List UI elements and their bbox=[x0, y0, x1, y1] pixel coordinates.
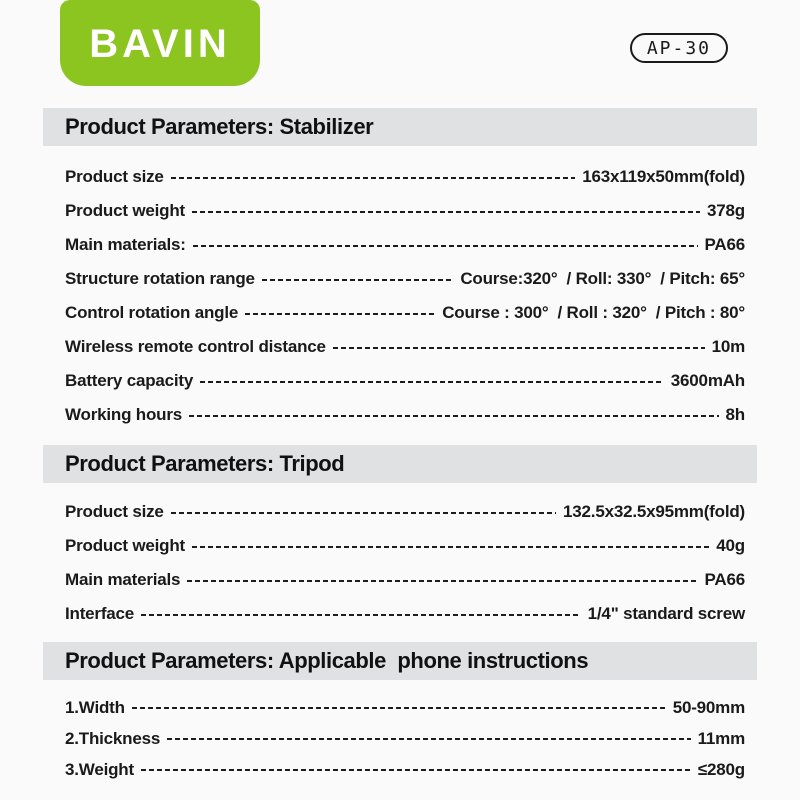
param-value: 50-90mm bbox=[672, 697, 745, 717]
dashed-leader-line bbox=[245, 313, 435, 315]
param-label: Product size bbox=[65, 502, 164, 521]
dashed-leader-line bbox=[189, 415, 719, 417]
dashed-leader-line bbox=[192, 546, 709, 548]
param-value: PA66 bbox=[704, 235, 745, 254]
dashed-leader-line bbox=[193, 245, 698, 247]
param-label: Product weight bbox=[65, 201, 185, 220]
dashed-leader-line bbox=[141, 614, 581, 616]
model-badge-text: AP-30 bbox=[646, 37, 711, 59]
param-row-battery-capacity bbox=[65, 364, 745, 398]
section-header-phone-instructions bbox=[43, 642, 757, 680]
param-value: Course:320° / Roll: 330° / Pitch: 65° bbox=[460, 269, 745, 288]
param-row-width bbox=[65, 692, 745, 723]
param-label: Main materials bbox=[65, 570, 181, 589]
dashed-leader-line bbox=[192, 211, 700, 213]
param-row-working-hours bbox=[65, 398, 745, 432]
param-value: 40g bbox=[716, 536, 745, 555]
section-header-stabilizer bbox=[43, 108, 757, 146]
param-row-interface bbox=[65, 597, 745, 631]
param-label: Product size bbox=[65, 167, 164, 186]
section-title: Product Parameters: Stabilizer bbox=[65, 114, 374, 139]
param-value: 1/4" standard screw bbox=[587, 604, 745, 623]
section-header-tripod bbox=[43, 445, 757, 483]
param-label: Working hours bbox=[65, 405, 183, 424]
param-row-weight bbox=[65, 754, 745, 785]
param-value: 132.5x32.5x95mm(fold) bbox=[563, 502, 745, 521]
param-row-main-materials bbox=[65, 563, 745, 597]
param-value: Course : 300° / Roll : 320° / Pitch : 80° bbox=[442, 303, 745, 322]
param-label: Control rotation angle bbox=[65, 303, 239, 322]
brand-logo bbox=[60, 0, 260, 86]
param-row-structure-rotation-range bbox=[65, 262, 745, 296]
param-value: 163x119x50mm(fold) bbox=[582, 167, 745, 186]
param-value: 3600mAh bbox=[670, 371, 745, 390]
param-row-thickness bbox=[65, 723, 745, 754]
param-label: 3.Weight bbox=[65, 759, 134, 779]
param-row-product-weight bbox=[65, 194, 745, 228]
param-value: 11mm bbox=[697, 728, 745, 748]
dashed-leader-line bbox=[262, 279, 454, 281]
dashed-leader-line bbox=[200, 381, 664, 383]
param-list-tripod bbox=[65, 495, 745, 631]
dashed-leader-line bbox=[171, 512, 556, 514]
param-row-wireless-distance bbox=[65, 330, 745, 364]
dashed-leader-line bbox=[187, 580, 697, 582]
param-label: Main materials: bbox=[65, 235, 186, 254]
param-value: 378g bbox=[707, 201, 745, 220]
brand-logo-text: BAVIN bbox=[89, 21, 231, 66]
param-label: 1.Width bbox=[65, 697, 125, 717]
param-list-stabilizer bbox=[65, 160, 745, 432]
param-label: Wireless remote control distance bbox=[65, 337, 326, 356]
section-title: Product Parameters: Tripod bbox=[65, 451, 345, 476]
param-row-control-rotation-angle bbox=[65, 296, 745, 330]
dashed-leader-line bbox=[141, 769, 691, 771]
section-title: Product Parameters: Applicable phone instructions bbox=[65, 648, 589, 673]
param-label: Structure rotation range bbox=[65, 269, 255, 288]
param-label: 2.Thickness bbox=[65, 728, 161, 748]
dashed-leader-line bbox=[171, 177, 576, 179]
param-label: Interface bbox=[65, 604, 135, 623]
param-value: 10m bbox=[711, 337, 745, 356]
dashed-leader-line bbox=[333, 347, 705, 349]
param-label: Battery capacity bbox=[65, 371, 194, 390]
model-badge bbox=[630, 33, 728, 63]
param-row-main-materials bbox=[65, 228, 745, 262]
param-row-product-weight bbox=[65, 529, 745, 563]
dashed-leader-line bbox=[132, 707, 666, 709]
param-label: Product weight bbox=[65, 536, 185, 555]
param-value: ≤280g bbox=[697, 759, 745, 779]
param-value: PA66 bbox=[704, 570, 745, 589]
param-list-phone-instructions bbox=[65, 692, 745, 785]
param-value: 8h bbox=[725, 405, 745, 424]
param-row-product-size bbox=[65, 495, 745, 529]
dashed-leader-line bbox=[167, 738, 690, 740]
param-row-product-size bbox=[65, 160, 745, 194]
